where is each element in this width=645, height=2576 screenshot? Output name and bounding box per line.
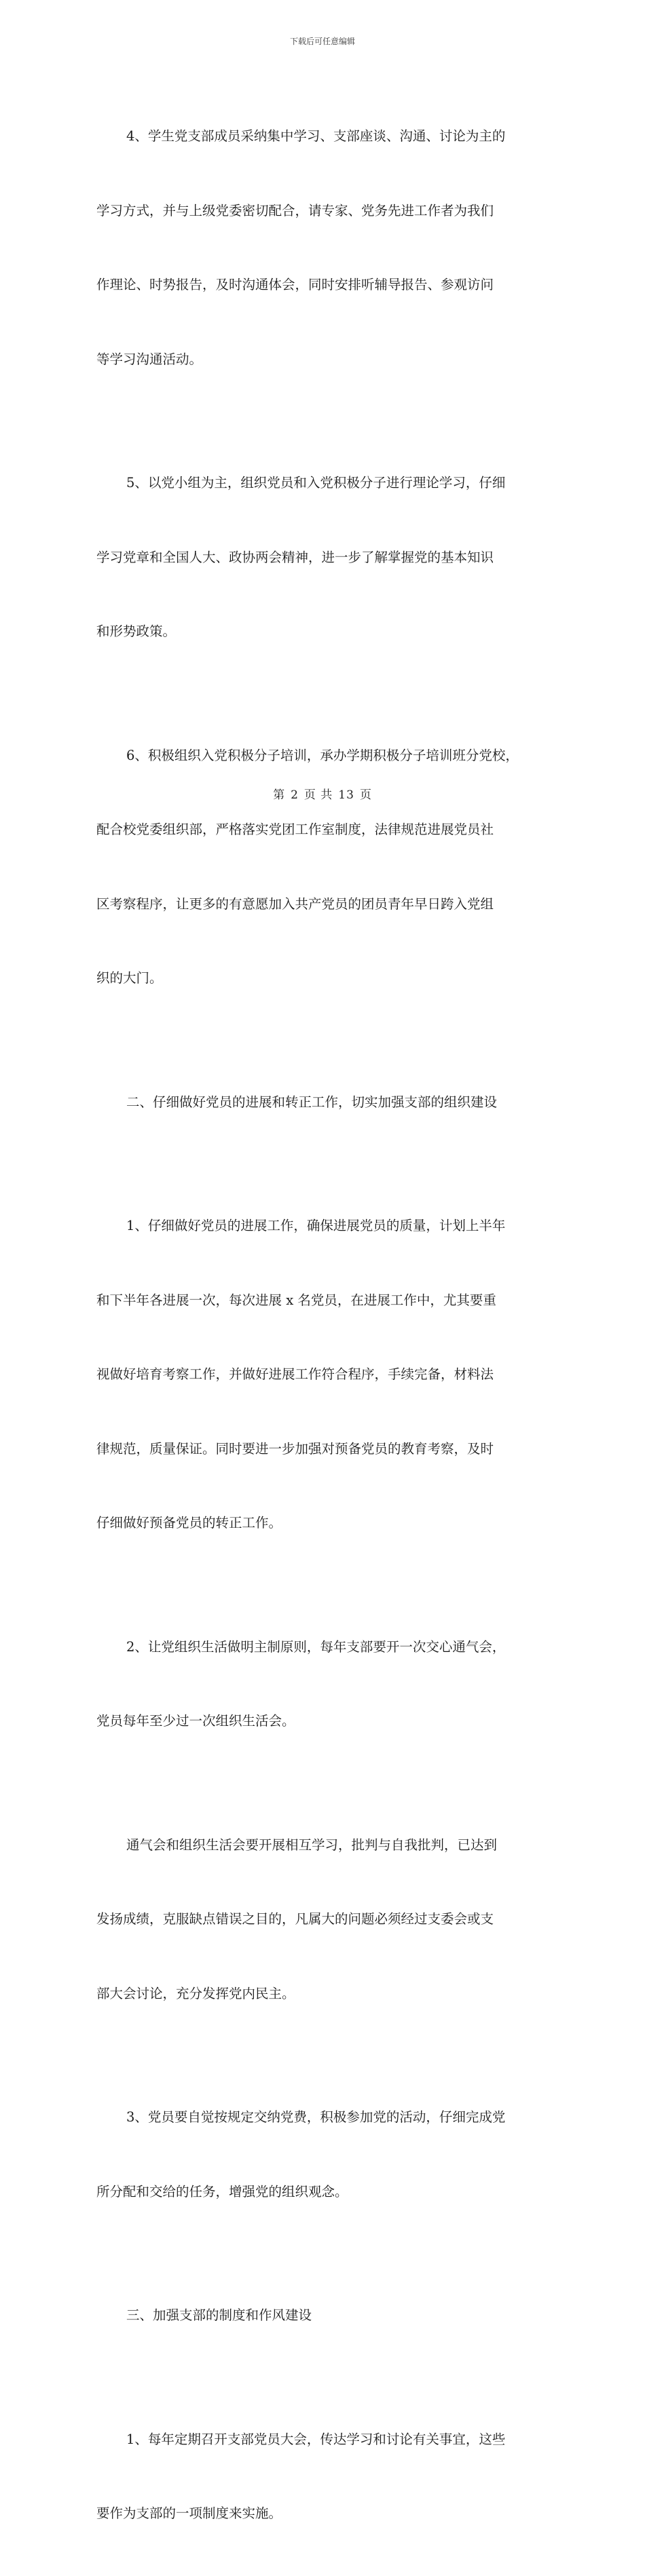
paragraph-2 (96, 421, 558, 694)
paragraph-line: 部大会讨论，充分发挥党内民主。 (96, 1985, 295, 2001)
paragraph-line: 仔细做好预备党员的转正工作。 (96, 1515, 282, 1531)
paragraph-6 (96, 1784, 558, 2056)
section-heading-line: 三、加强支部的制度和作风建设 (126, 2307, 312, 2323)
footer-middle: 页 共 (303, 788, 333, 802)
paragraph-line: 和形势政策。 (96, 623, 177, 639)
paragraph-line: 配合校党委组织部，严格落实党团工作室制度，法律规范进展党员社 (96, 822, 494, 837)
paragraph-line: 学习方式，并与上级党委密切配合，请专家、党务先进工作者为我们 (96, 202, 494, 218)
paragraph-5 (96, 1585, 558, 1784)
paragraph-line: 学习党章和全国人大、政协两会精神，进一步了解掌握党的基本知识 (96, 549, 494, 565)
paragraph-line: 通气会和组织生活会要开展相互学习，批判与自我批判，已达到 (126, 1837, 498, 1853)
paragraph-line: 6、积极组织入党积极分子培训，承办学期积极分子培训班分党校， (126, 747, 519, 763)
paragraph-line: 1、仔细做好党员的进展工作，确保进展党员的质量，计划上半年 (126, 1218, 506, 1233)
paragraph-line: 区考察程序，让更多的有意愿加入共产党员的团员青年早日跨入党组 (96, 896, 494, 912)
page-header: 下载后可任意编辑 (289, 37, 355, 46)
paragraph-3 (96, 694, 558, 1041)
paragraph-line: 要作为支部的一项制度来实施。 (96, 2505, 282, 2521)
footer-suffix: 页 (359, 788, 372, 802)
paragraph-line: 织的大门。 (96, 970, 163, 986)
paragraph-line: 等学习沟通活动。 (96, 351, 203, 367)
paragraph-line: 5、以党小组为主，组织党员和入党积极分子进行理论学习，仔细 (126, 475, 506, 491)
paragraph-line: 作理论、时势报告，及时沟通体会，同时安排听辅导报告、参观访问 (96, 277, 494, 292)
paragraph-8 (96, 2378, 558, 2576)
paragraph-4 (96, 1164, 558, 1585)
section-heading-line: 二、仔细做好党员的进展和转正工作，切实加强支部的组织建设 (126, 1094, 498, 1110)
paragraph-line: 1、每年定期召开支部党员大会，传达学习和讨论有关事宜，这些 (126, 2431, 506, 2447)
footer-page-number: 2 (291, 788, 299, 802)
paragraph-7 (96, 2056, 558, 2254)
page-footer (0, 785, 645, 802)
paragraph-line: 发扬成绩，克服缺点错误之目的，凡属大的问题必须经过支委会或支 (96, 1911, 494, 1927)
paragraph-line: 视做好培育考察工作，并做好进展工作符合程序，手续完备，材料法 (96, 1366, 494, 1382)
paragraph-line: 4、学生党支部成员采纳集中学习、支部座谈、沟通、讨论为主的 (126, 128, 506, 144)
paragraph-line: 2、让党组织生活做明主制原则，每年支部要开一次交心通气会， (126, 1638, 506, 1655)
paragraph-line: 律规范，质量保证。同时要进一步加强对预备党员的教育考察，及时 (96, 1440, 494, 1457)
paragraph-line: 所分配和交给的任务，增强党的组织观念。 (96, 2183, 348, 2199)
section-heading-2 (96, 1041, 558, 1165)
document-body (96, 75, 558, 2576)
paragraph-1 (96, 75, 558, 421)
paragraph-line: 党员每年至少过一次组织生活会。 (96, 1713, 295, 1729)
footer-total-pages: 13 (338, 788, 354, 802)
paragraph-line: 3、党员要自觉按规定交纳党费，积极参加党的活动，仔细完成党 (126, 2109, 506, 2125)
section-heading-3 (96, 2254, 558, 2378)
footer-prefix: 第 (273, 788, 286, 802)
paragraph-line: 和下半年各进展一次，每次进展 x 名党员，在进展工作中，尤其要重 (96, 1292, 496, 1308)
